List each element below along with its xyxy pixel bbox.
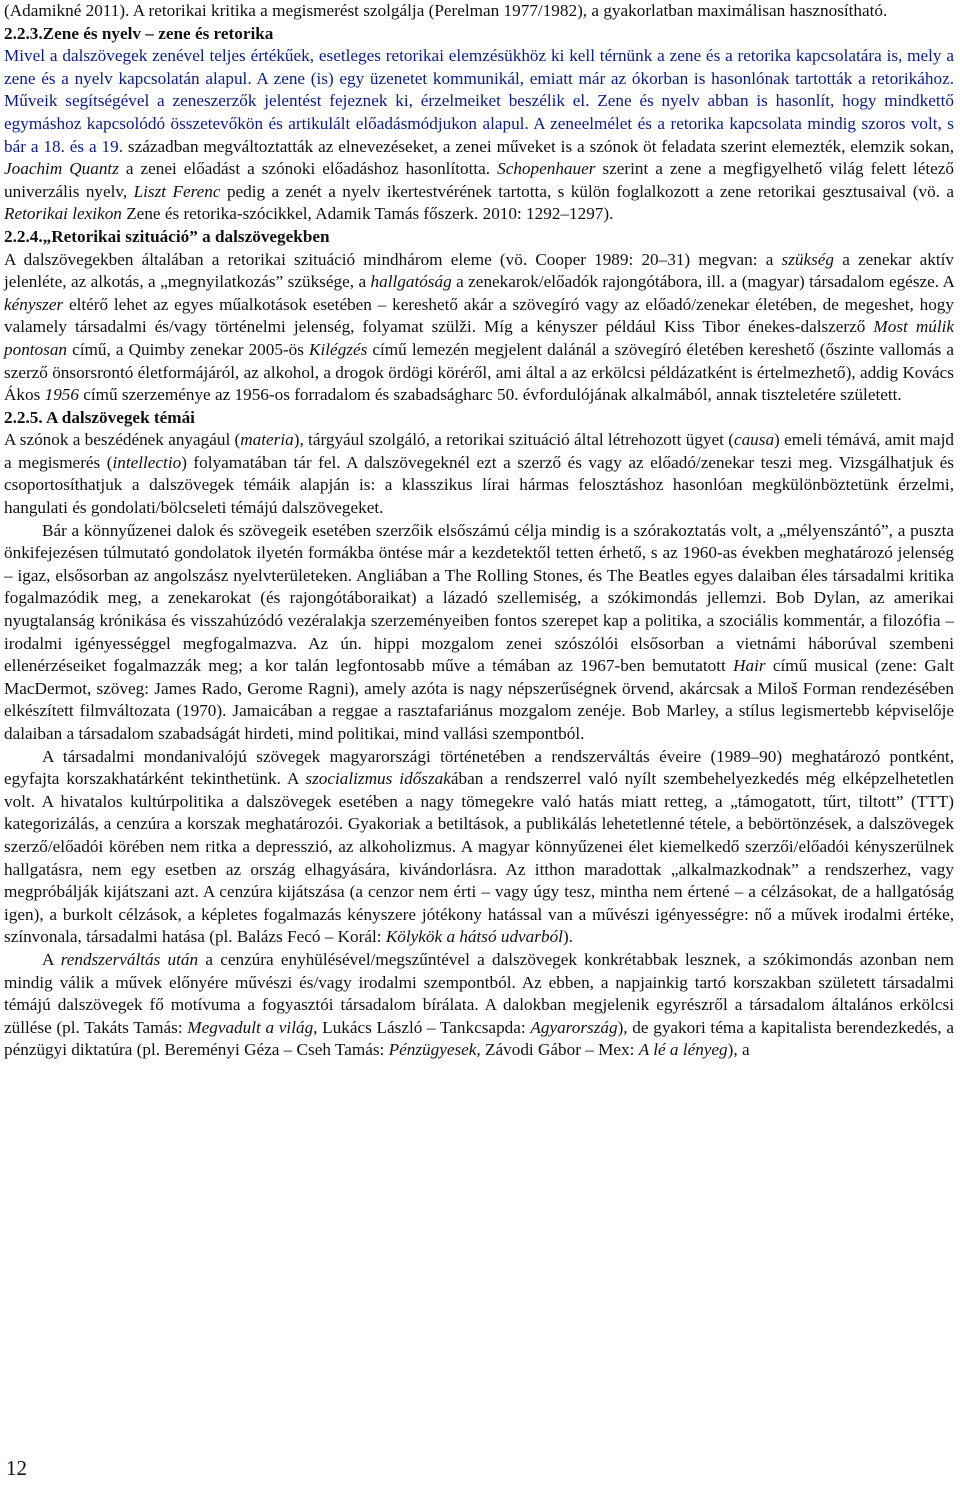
italic-term: rendszerváltás után: [60, 949, 199, 969]
text-span: a zenei előadást a szónoki előadáshoz hasonlította.: [118, 159, 498, 179]
section-body-zene-es-nyelv: [4, 45, 954, 226]
text-span: című lemezén megjelent dalánál a szövegíró életében kereshető (őszinte vallomás a szerző önsorsrontó életformájáról, az alkohol, a drogok ördögi köréről, ami által a az erkölcsi példázatként is értelmezhető), addig Kovács Ákos: [4, 339, 955, 405]
document-page: [4, 0, 954, 1062]
italic-name: Liszt Ferenc: [133, 181, 221, 201]
text-span: Závodi Gábor – Mex:: [480, 1040, 639, 1060]
text-span: című szerzeménye az 1956-os forradalom és szabadságharc 50. évfordulójának alkalmából, annak tiszteletére született.: [78, 385, 902, 405]
page-number: 12: [6, 1456, 27, 1480]
text-span: ), tárgyául szolgáló, a retorikai szituáció által létrehozott ügyet (: [293, 430, 734, 450]
italic-title: Agyarország: [530, 1017, 618, 1037]
italic-name: Schopenhauer: [497, 159, 596, 179]
italic-title: Pénzügyesek,: [388, 1040, 481, 1060]
italic-title: 1956: [44, 385, 79, 405]
text-span: a zenekarok/előadók rajongótábora, ill. a (magyar) társadalom egésze. A: [451, 272, 955, 292]
italic-term: szocializmus időszak: [305, 769, 451, 789]
section-paragraph-4: [4, 949, 954, 1062]
italic-title: Retorikai lexikon: [4, 204, 122, 224]
intro-paragraph: (Adamikné 2011). A retorikai kritika a megismerést szolgálja (Perelman 1977/1982), a gyakorlatban maximálisan hasznosítható.: [4, 1, 888, 20]
text-span: a zenekar aktív jelenléte, az alkotás, a „megnyilatkozás” szüksége, a: [4, 249, 955, 292]
italic-title: Hair: [733, 656, 766, 676]
text-span: A: [42, 949, 61, 969]
italic-title: Most múlik pontosan: [4, 317, 954, 359]
text-span: című, a Quimby zenekar 2005-ös: [67, 339, 310, 359]
section-body-retorikai-szituacio: [4, 249, 954, 407]
text-span: Bár a könnyűzenei dalok és szövegeik esetében szerzőik elsőszámú célja mindig is a szórakoztatás volt, a „mélyenszántó”, a puszta önkifejezésen túlmutató gondolatok ilyetén formákba öntése már a kezdetektől tetten érhető, s az 1960-as években meghatározó jelenség – igaz, elsősorban az angolszász nyelvterületeken. Angliában a The Rolling Stones, és The Beatles egyes dalaiban éles társadalmi kritika fogalmazódik meg, a zenekarokat (és rajongótáboraikat) a lázadó szellemiség, a szókimondás jellemzi. Bob Dylan, az amerikai nyugtalanság krónikása és visszahúzódó vezéralakja szerzeményeiben fontos szerepet kap a politika, a szociális kommentár, a filozófia – irodalmi igényességgel megfogalmazva. Az ún. hippi mozgalom zenei szószólói elsősorban a vietnámi háborúval szembeni ellenérzéseiket fogalmazzák meg; a kor talán legfontosabb műve a témában az 1967-ben bemutatott: [4, 520, 954, 676]
text-span: Zene és retorika-szócikkel, Adamik Tamás főszerk. 2010: 1292–1297).: [121, 204, 614, 224]
text-span: című musical (zene: Galt MacDermot, szöveg: James Rado, Gerome Ragni), amely azóta is nagy népszerűségnek örvend, akárcsak a Miloš Forman rendezésében elkészített filmváltozata (1970). Jamaicában a reggae a rasztafariánus mozgalom zenéje. Bob Marley, a stílus legismertebb képviselője dalaiban a társadalom szabadságát hirdeti, mind politikai, mind vallási szempontból.: [4, 656, 954, 743]
text-span: eltérő lehet az egyes műalkotások esetében – kereshető akár a szövegíró vagy az előadó/zenekar életében, de megeshet, hogy valamely társadalmi és/vagy történelmi jelenség, folyamat szülži. Míg a kényszer például Kiss Tibor énekes-dalszerző: [4, 294, 954, 337]
italic-term: kényszer: [4, 294, 64, 314]
italic-title: Kilégzés: [309, 339, 368, 359]
section-paragraph-3: [4, 746, 954, 949]
text-span: szerint a zene a megfigyelhető világ felett létező univerzális nyelv,: [4, 159, 955, 201]
blue-text-span: Mivel a dalszövegek zenével teljes értékűek, esetleges retorikai elemzésükhöz ki kell térnünk a zene és a retorika kapcsolatára is, mely a zene és a nyelv kapcsolatán alapul. A zene (is) egy üzenetet kommunikál, emiatt már az ókorban is hasonlónak tartották a retorikához. Műveik segítségével a zeneszerzők jelentést fejeznek ki, érzelmeiket beszélik el. Zene és nyelv abban is hasonlít, hogy mindkettő egymáshoz kapcsolódó összetevőkön és artikulált előadásmódjukon alapul. A zeneelmélet és a retorika kapcsolata mindig szoros volt, s bár a 18. és a 19.: [4, 46, 954, 156]
italic-name: Joachim Quantz: [4, 159, 119, 179]
text-span: században megváltoztatták az elnevezéseket, a zenei műveket is a szónok öt feladata szerint elemezték, elemzik sokan,: [123, 136, 954, 156]
text-span: a cenzúra enyhülésével/megszűntével a dalszövegek konkrétabbak lesznek, a szókimondás azonban nem mindig válik a művek előnyére művészi és/vagy irodalmi szempontból. Az ebben, a napjainkig tartó korszakban született társadalmi témájú dalszövegek fő motívuma a fogyasztói társadalom bírálata. A dalokban megjelenik egyrészről a társadalom általános erkölcsi züllése (pl. Takáts Tamás:: [4, 949, 954, 1037]
section-paragraph-1: [4, 429, 954, 519]
italic-title: Kölykök a hátsó udvarból: [385, 927, 563, 947]
section-heading-zene-es-nyelv: 2.2.3.Zene és nyelv – zene és retorika: [4, 23, 274, 43]
text-span: A szónok a beszédének anyagául (: [4, 430, 241, 450]
italic-term: causa: [733, 430, 775, 450]
italic-title: Megvadult a világ: [187, 1017, 314, 1037]
text-span: ) folyamatában tár fel. A dalszövegeknél ezt a szerző és vagy az előadó/zenekar teszi meg. Vizsgálhatjuk és csoportosíthatjuk a dalszövegek témáik alapján is: a klasszikus lírai hármas felosztáshoz hasonlóan megkülönböztetünk érzelmi, hangulati és gondolati/bölcseleti témájú dalszövegeket.: [4, 452, 954, 518]
text-span: A társadalmi mondanivalójú szövegek magyarországi történetében a rendszerváltás éveire (1989–90) meghatározó pontként, egyfajta korszakhatárként tekinthetünk. A: [4, 746, 954, 789]
text-span: ), a: [727, 1040, 750, 1060]
text-span: ) emeli témává, amit majd a megismerés (: [4, 430, 954, 472]
text-span: ), de gyakori téma a kapitalista berendezkedés, a pénzügyi diktatúra (pl. Bereményi Géza – Cseh Tamás:: [4, 1017, 954, 1060]
italic-title: A lé a lényeg: [638, 1040, 728, 1060]
italic-term: szükség: [781, 249, 835, 269]
text-span: , Lukács László – Tankcsapda:: [313, 1017, 531, 1037]
section-paragraph-2: [4, 520, 954, 746]
text-span: pedig a zenét a nyelv ikertestvérének tartotta, s külön foglalkozott a zene retorikai gesztusaival (vö. a: [220, 181, 954, 201]
italic-term: intellectio: [112, 452, 182, 472]
italic-term: materia: [240, 430, 294, 450]
text-span: ában a rendszerrel való nyílt szembehelyezkedés még elképzelhetetlen volt. A hivatalos kultúrpolitika a dalszövegek esetében a nagy tömegekre való hatás miatt retteg, a „támogatott, tűrt, tiltott” (TTT) kategorizálás, a cenzúra a korszak meghatározói. Gyakoriak a betiltások, a publikálás lehetetlenné tétele, a bebörtönzések, a dalszövegek szerző/előadói körében nem ritka a depresszió, az alkoholizmus. A magyar könnyűzenei élet kiemelkedő szerzői/előadói kényszerülnek hallgatásra, nem egy esetben az ország elhagyására, kivándorlásra. Az itthon maradottak „alkalmazkodnak” a rendszerhez, vagy megpróbálják kijátszani azt. A cenzúra kijátszása (a cenzor nem érti – vagy úgy tesz, mintha nem értené – a célzásokat, de a hallgatóság igen), a burkolt célzások, a képletes fogalmazás kényszere jótékony hatással van a művészi igényességre: nő a művek irodalmi értéke, színvonala, társadalmi hatása (pl. Balázs Fecó – Korál:: [4, 769, 954, 947]
section-heading-dalszovegek-temai: 2.2.5. A dalszövegek témái: [4, 407, 195, 427]
italic-term: hallgatóság: [370, 272, 452, 292]
text-span: ).: [562, 927, 573, 947]
section-heading-retorikai-szituacio: 2.2.4.„Retorikai szituáció” a dalszövegekben: [4, 226, 330, 246]
text-span: A dalszövegekben általában a retorikai szituáció mindhárom eleme (vö. Cooper 1989: 20–31) megvan: a: [4, 249, 782, 269]
